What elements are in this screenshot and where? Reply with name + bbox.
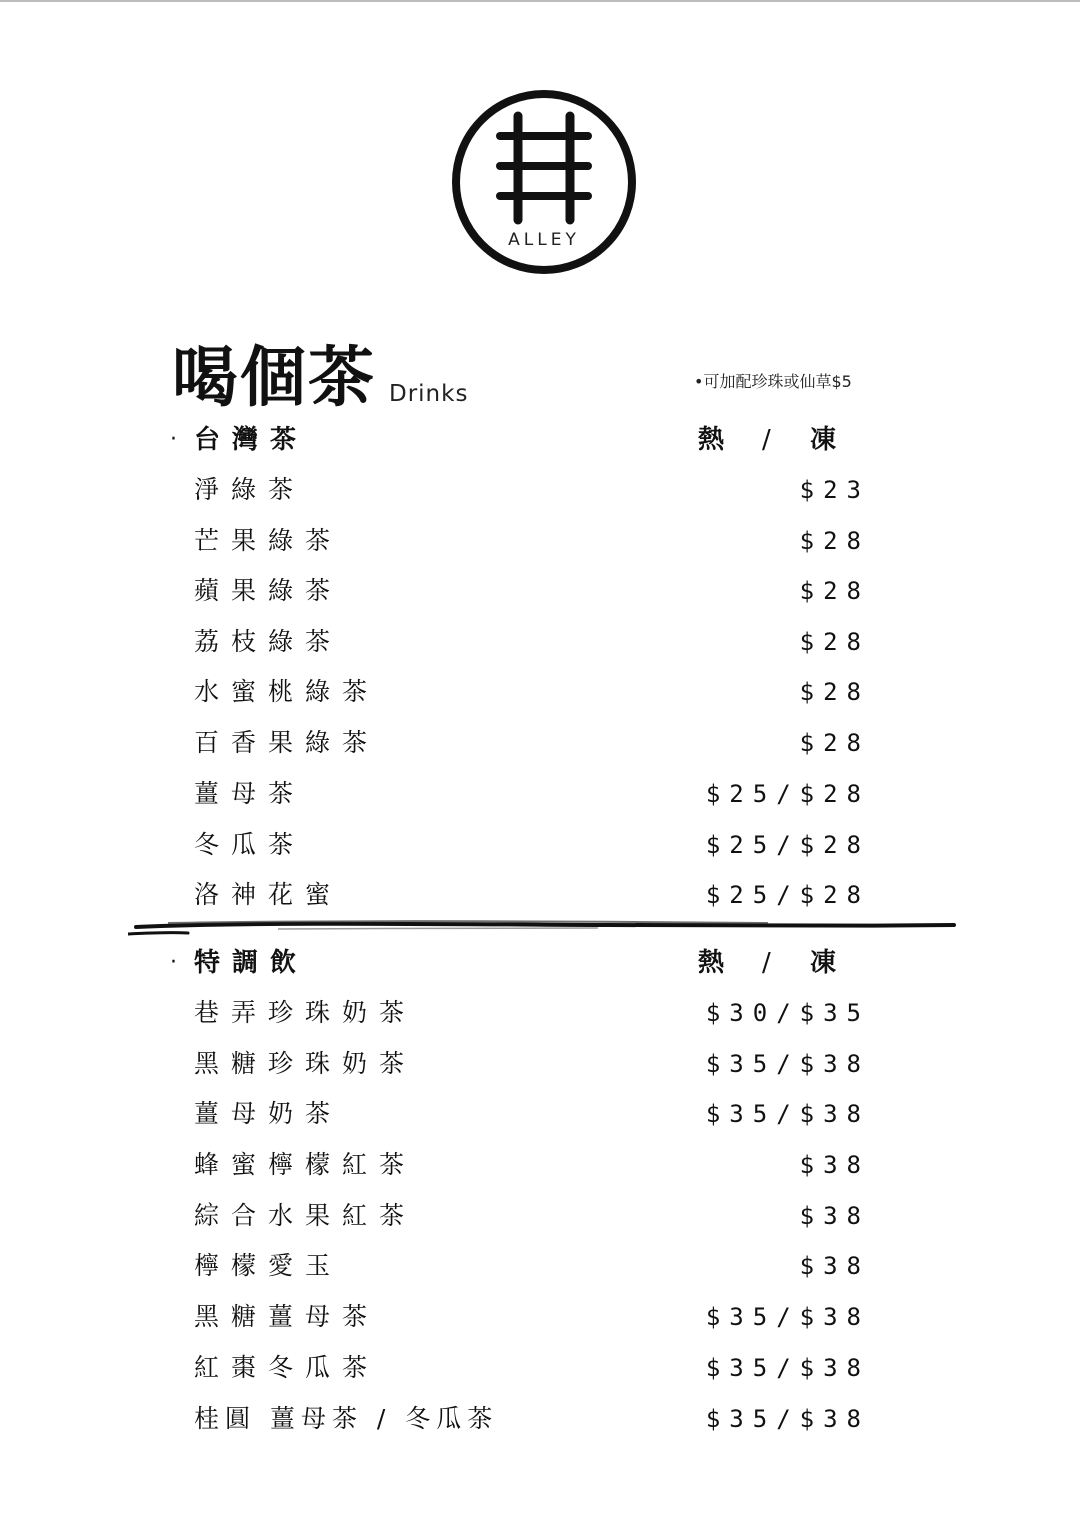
item-name: 巷弄珍珠奶茶 bbox=[194, 998, 417, 1027]
category-bullet: · bbox=[170, 950, 177, 975]
item-name: 薑母茶 bbox=[194, 779, 306, 808]
menu-item bbox=[0, 723, 1080, 763]
hot-column-label: 熱 bbox=[698, 948, 725, 978]
item-name: 薑母奶茶 bbox=[194, 1099, 343, 1128]
item-name: 黑糖薑母茶 bbox=[194, 1302, 380, 1331]
item-name: 黑糖珍珠奶茶 bbox=[194, 1049, 417, 1078]
category-name: 特調飲 bbox=[194, 948, 309, 978]
category-header bbox=[0, 420, 1080, 460]
logo-text: ALLEY bbox=[508, 230, 580, 250]
item-name: 淨綠茶 bbox=[194, 475, 306, 504]
item-price: $25/$28 bbox=[705, 780, 870, 808]
item-price: $35/$38 bbox=[705, 1405, 870, 1433]
menu-item bbox=[0, 1297, 1080, 1337]
menu-item bbox=[0, 774, 1080, 814]
item-name: 蜂蜜檸檬紅茶 bbox=[194, 1150, 417, 1179]
item-price: $28 bbox=[799, 628, 870, 656]
item-price: $35/$38 bbox=[705, 1050, 870, 1078]
item-name: 水蜜桃綠茶 bbox=[194, 677, 380, 706]
item-name: 芒果綠茶 bbox=[194, 526, 343, 555]
menu-item bbox=[0, 1145, 1080, 1185]
cold-column-label: 凍 bbox=[810, 948, 837, 978]
menu-item bbox=[0, 1044, 1080, 1084]
menu-item bbox=[0, 1399, 1080, 1439]
item-price: $23 bbox=[799, 476, 870, 504]
menu-item bbox=[0, 1348, 1080, 1388]
column-separator: / bbox=[762, 948, 771, 978]
category-bullet: · bbox=[170, 427, 177, 452]
item-price: $28 bbox=[799, 577, 870, 605]
item-name: 蘋果綠茶 bbox=[194, 576, 343, 605]
page-subtitle: Drinks bbox=[389, 381, 469, 407]
item-price: $25/$28 bbox=[705, 831, 870, 859]
menu-item bbox=[0, 672, 1080, 712]
menu-item bbox=[0, 993, 1080, 1033]
hot-column-label: 熱 bbox=[698, 425, 725, 455]
addon-note: •可加配珍珠或仙草$5 bbox=[694, 372, 852, 391]
item-price: $28 bbox=[799, 527, 870, 555]
item-price: $38 bbox=[799, 1151, 870, 1179]
item-price: $28 bbox=[799, 678, 870, 706]
item-price: $35/$38 bbox=[705, 1303, 870, 1331]
category-header bbox=[0, 943, 1080, 983]
menu-item bbox=[0, 1246, 1080, 1286]
item-price: $35/$38 bbox=[705, 1100, 870, 1128]
item-name: 洛神花蜜 bbox=[194, 880, 343, 909]
column-separator: / bbox=[762, 425, 771, 455]
menu-item bbox=[0, 470, 1080, 510]
alley-logo bbox=[450, 88, 638, 276]
item-name: 桂圓 薑母茶 / 冬瓜茶 bbox=[194, 1404, 499, 1433]
category-name: 台灣茶 bbox=[194, 425, 309, 455]
item-price: $28 bbox=[799, 729, 870, 757]
item-name: 冬瓜茶 bbox=[194, 830, 306, 859]
menu-item bbox=[0, 1196, 1080, 1236]
item-name: 荔枝綠茶 bbox=[194, 627, 343, 656]
page-title: 喝個茶 bbox=[172, 339, 376, 416]
item-price: $38 bbox=[799, 1202, 870, 1230]
cold-column-label: 凍 bbox=[810, 425, 837, 455]
menu-item bbox=[0, 622, 1080, 662]
brush-divider bbox=[128, 913, 958, 943]
menu-item bbox=[0, 1094, 1080, 1134]
top-border bbox=[0, 0, 1080, 2]
menu-item bbox=[0, 825, 1080, 865]
item-name: 紅棗冬瓜茶 bbox=[194, 1353, 380, 1382]
item-price: $25/$28 bbox=[705, 881, 870, 909]
item-price: $30/$35 bbox=[705, 999, 870, 1027]
item-name: 檸檬愛玉 bbox=[194, 1251, 343, 1280]
item-price: $35/$38 bbox=[705, 1354, 870, 1382]
item-name: 百香果綠茶 bbox=[194, 728, 380, 757]
item-price: $38 bbox=[799, 1252, 870, 1280]
menu-item bbox=[0, 521, 1080, 561]
menu-item bbox=[0, 571, 1080, 611]
item-name: 綜合水果紅茶 bbox=[194, 1201, 417, 1230]
menu-item bbox=[0, 875, 1080, 915]
